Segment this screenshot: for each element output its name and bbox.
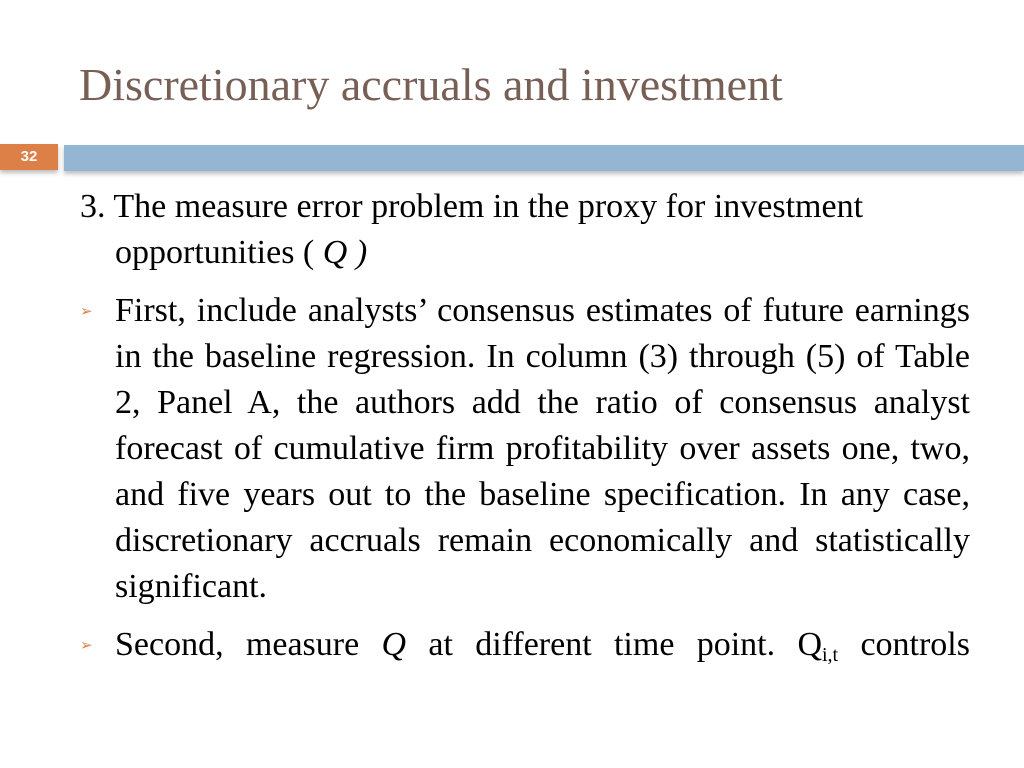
bullet-second-q: Q — [381, 626, 407, 663]
intro-text: 3. The measure error problem in the proxy for investment opportunities ( — [80, 188, 864, 271]
arrowhead-bullet-icon: ➢ — [80, 302, 93, 320]
bullet-second-mid: at different time point. Q — [406, 626, 822, 663]
bullet-text-first: First, include analysts’ consensus estimates of future earnings in the baseline regression. In column (3) through (5) of Table 2, Panel A, the authors add the ratio of consensus analyst forecast of cumulative firm profitability over assets one, two, and five years out to the baseline specification. In any case, discretionary accruals remain economically and statistically significant. — [115, 292, 970, 605]
bullet-second-prefix: Second, measure — [115, 626, 382, 663]
slide-body — [80, 184, 970, 690]
intro-close: ) — [347, 234, 368, 271]
bullet-item-first — [80, 288, 970, 610]
bullet-second-subscript: i,t — [822, 644, 839, 666]
header-bar — [64, 145, 1024, 171]
bullet-second-suffix: controls — [838, 626, 970, 663]
slide-number-badge: 32 — [0, 144, 58, 170]
arrowhead-bullet-icon: ➢ — [80, 636, 93, 654]
intro-q: Q — [322, 234, 348, 271]
slide-title: Discretionary accruals and investment — [79, 59, 783, 110]
intro-paragraph — [80, 184, 970, 276]
bullet-item-second — [80, 622, 970, 678]
